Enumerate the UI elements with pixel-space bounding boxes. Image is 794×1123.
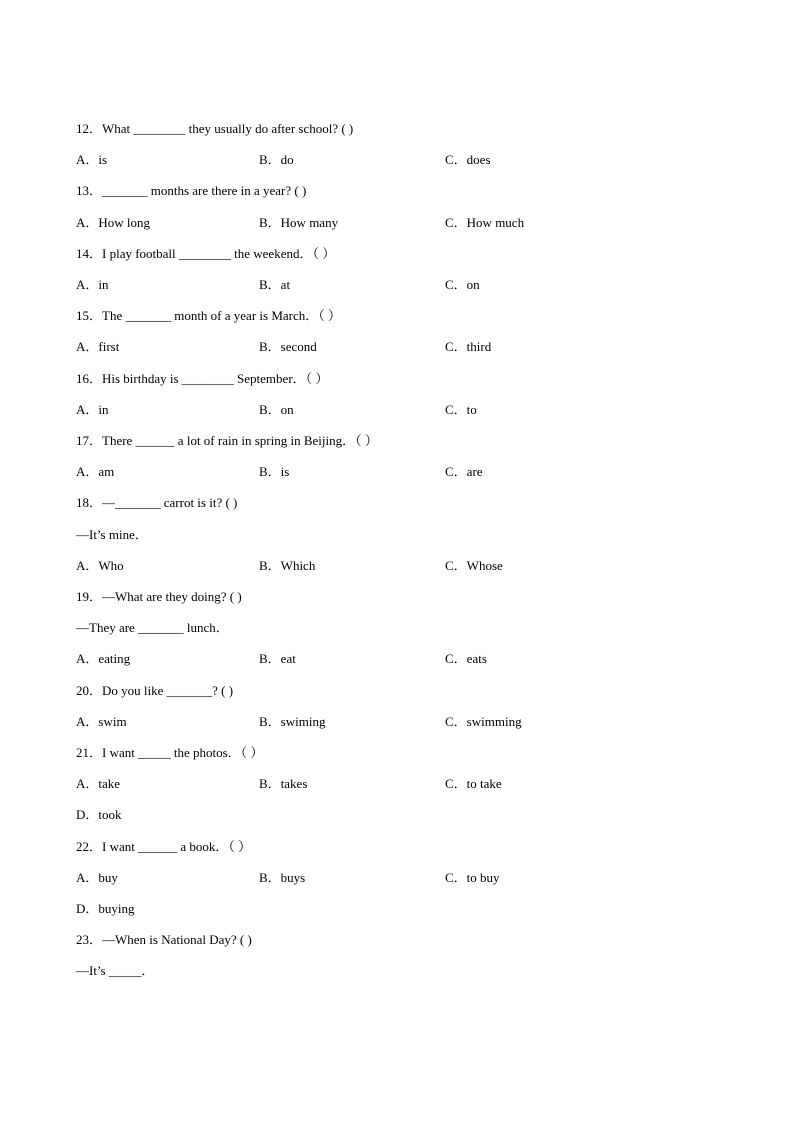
question-19-option-c: C．eats — [445, 651, 487, 666]
question-20-option-c: C．swimming — [445, 714, 522, 729]
question-20-option-b: B．swiming — [259, 714, 326, 729]
question-18-option-c: C．Whose — [445, 558, 503, 573]
question-22-option-a: A．buy — [76, 870, 118, 885]
question-21-stem: 21．I want _____ the photos．（ ） — [76, 745, 264, 760]
question-19-stem: 19．—What are they doing? ( ) — [76, 589, 242, 604]
question-18-option-b: B．Which — [259, 558, 316, 573]
question-13-option-a: A．How long — [76, 215, 151, 230]
question-22-option-d: D．buying — [76, 901, 135, 916]
question-12-option-c: C．does — [445, 152, 491, 167]
question-12-option-a: A．is — [76, 152, 108, 167]
question-13-option-b: B．How many — [259, 215, 339, 230]
question-16-option-a: A．in — [76, 402, 109, 417]
question-21-option-b: B．takes — [259, 776, 308, 791]
question-17-stem: 17．There ______ a lot of rain in spring in Beijing．（ ） — [76, 433, 378, 448]
question-19-option-a: A．eating — [76, 651, 131, 666]
question-14-option-a: A．in — [76, 277, 109, 292]
question-14-option-c: C．on — [445, 277, 480, 292]
question-23-answer-line: —It’s _____． — [76, 963, 155, 978]
question-13-stem: 13．_______ months are there in a year? ( ) — [76, 183, 307, 198]
question-20-stem: 20．Do you like _______? ( ) — [76, 683, 234, 698]
question-22-option-b: B．buys — [259, 870, 306, 885]
question-22-option-c: C．to buy — [445, 870, 500, 885]
question-15-option-b: B．second — [259, 339, 317, 354]
question-12-option-b: B．do — [259, 152, 294, 167]
question-14-option-b: B．at — [259, 277, 291, 292]
question-18-answer-line: —It’s mine． — [76, 527, 148, 542]
question-14-stem: 14．I play football ________ the weekend．（ ） — [76, 246, 336, 261]
question-21-option-d: D．took — [76, 807, 122, 822]
question-17-option-c: C．are — [445, 464, 483, 479]
question-19-option-b: B．eat — [259, 651, 296, 666]
question-18-option-a: A．Who — [76, 558, 124, 573]
question-16-stem: 16．His birthday is ________ September．（ ） — [76, 371, 329, 386]
question-23-stem: 23．—When is National Day? ( ) — [76, 932, 252, 947]
question-17-option-a: A．am — [76, 464, 115, 479]
question-21-option-c: C．to take — [445, 776, 502, 791]
question-15-option-c: C．third — [445, 339, 492, 354]
question-17-option-b: B．is — [259, 464, 290, 479]
question-15-option-a: A．first — [76, 339, 120, 354]
question-16-option-b: B．on — [259, 402, 294, 417]
question-15-stem: 15．The _______ month of a year is March．（ ） — [76, 308, 342, 323]
question-18-stem: 18．—_______ carrot is it? ( ) — [76, 495, 238, 510]
question-20-option-a: A．swim — [76, 714, 127, 729]
question-12-stem: 12．What ________ they usually do after school? ( ) — [76, 121, 354, 136]
question-22-stem: 22．I want ______ a book．（ ） — [76, 839, 252, 854]
question-21-option-a: A．take — [76, 776, 121, 791]
question-13-option-c: C．How much — [445, 215, 525, 230]
question-16-option-c: C．to — [445, 402, 477, 417]
question-19-answer-line: —They are _______ lunch． — [76, 620, 229, 635]
